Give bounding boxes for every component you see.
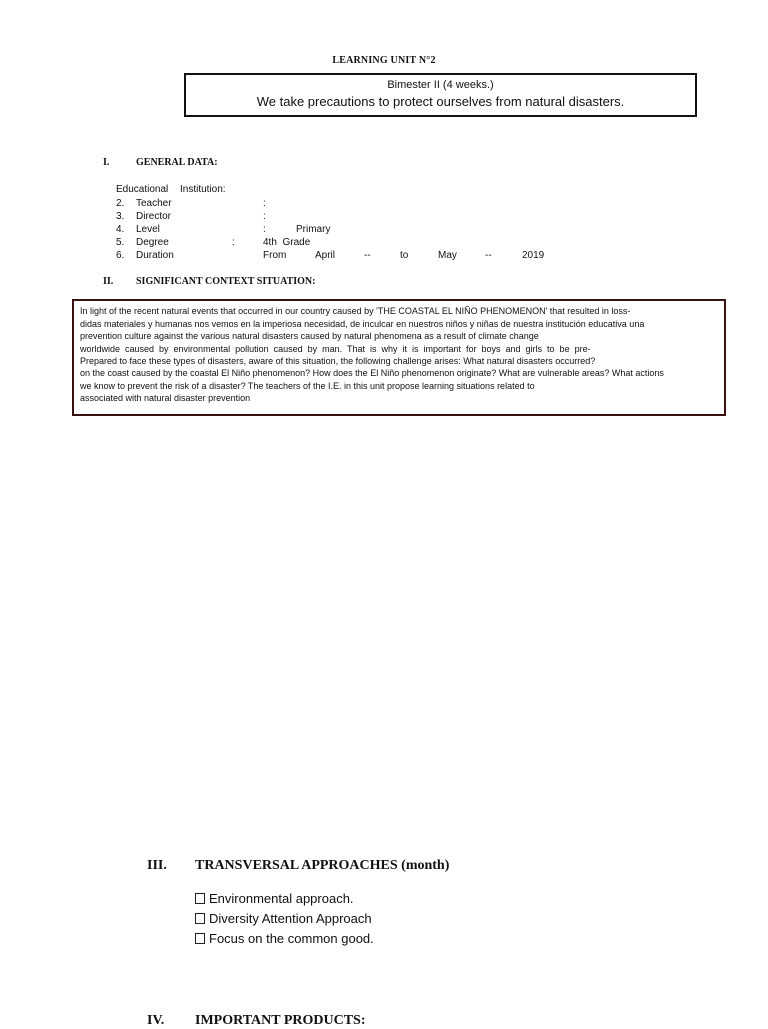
bimester-label: Bimester II (4 weeks.) (387, 79, 494, 91)
section-4-title: IMPORTANT PRODUCTS: (195, 1013, 366, 1028)
institution-label: Educational (116, 184, 169, 195)
degree-colon: : (232, 237, 235, 248)
checkbox-icon (195, 893, 205, 904)
context-line: on the coast caused by the coastal El Niño phenomenon? How does the El Niño phenomenon originate? What are vulnerable areas? What actions (80, 368, 664, 378)
approach-item (195, 891, 354, 906)
row-num: 4. (116, 224, 125, 235)
checkbox-icon (195, 913, 205, 924)
unit-title: LEARNING UNIT N°2 (332, 55, 436, 66)
duration-from: From (263, 250, 287, 261)
context-line: we know to prevent the risk of a disaster? The teachers of the I.E. in this unit propose learning situations related to (80, 381, 535, 391)
section-2-number: II. (103, 276, 114, 287)
section-1-number: I. (103, 157, 110, 168)
duration-dash: -- (364, 250, 371, 261)
director-colon: : (263, 211, 266, 222)
row-num: 2. (116, 198, 125, 209)
duration-year: 2019 (522, 250, 545, 261)
unit-header-box (184, 73, 697, 117)
context-line: worldwide caused by environmental pollution caused by man. That is why it is important for boys and girls to be pre- (80, 344, 591, 354)
degree-value: 4th Grade (263, 237, 311, 248)
degree-label: Degree (136, 237, 169, 248)
duration-end-month: May (438, 250, 457, 261)
context-box (72, 299, 726, 416)
approach-item (195, 911, 372, 926)
duration-to: to (400, 250, 409, 261)
approach-item (195, 931, 374, 946)
duration-dash: -- (485, 250, 492, 261)
unit-name: We take precautions to protect ourselves from natural disasters. (256, 94, 625, 109)
duration-label: Duration (136, 250, 174, 261)
section-1-title: GENERAL DATA: (136, 157, 218, 168)
row-num: 5. (116, 237, 125, 248)
teacher-colon: : (263, 198, 266, 209)
director-label: Director (136, 211, 172, 222)
section-4-number: IV. (147, 1013, 165, 1028)
teacher-label: Teacher (136, 198, 172, 209)
row-num: 6. (116, 250, 125, 261)
approach-label: Diversity Attention Approach (209, 911, 372, 926)
approach-label: Environmental approach. (209, 891, 354, 906)
section-3-number: III. (147, 858, 167, 873)
duration-start-month: April (315, 250, 336, 261)
context-line: prevention culture against the various natural disasters caused by natural phenomena as a result of climate change (80, 331, 539, 341)
context-line: associated with natural disaster prevention (80, 393, 251, 403)
section-3-title: TRANSVERSAL APPROACHES (month) (195, 858, 450, 873)
level-value: Primary (296, 224, 331, 235)
row-num: 3. (116, 211, 125, 222)
context-line: Prepared to face these types of disasters, aware of this situation, the following challenge arises: What natural disasters occurred? (80, 356, 596, 366)
institution-label-2: Institution: (180, 184, 226, 195)
level-label: Level (136, 224, 160, 235)
checkbox-icon (195, 933, 205, 944)
context-line: didas materiales y humanas nos vemos en la imperiosa necesidad, de inculcar en nuestros niños y niñas de nuestra institución educativa una (80, 319, 645, 329)
context-line: In light of the recent natural events that occurred in our country caused by 'THE COASTAL EL NIÑO PHENOMENON' that resulted in loss- (80, 306, 631, 316)
section-2-title: SIGNIFICANT CONTEXT SITUATION: (136, 276, 316, 287)
level-colon: : (263, 224, 266, 235)
approach-label: Focus on the common good. (209, 931, 374, 946)
